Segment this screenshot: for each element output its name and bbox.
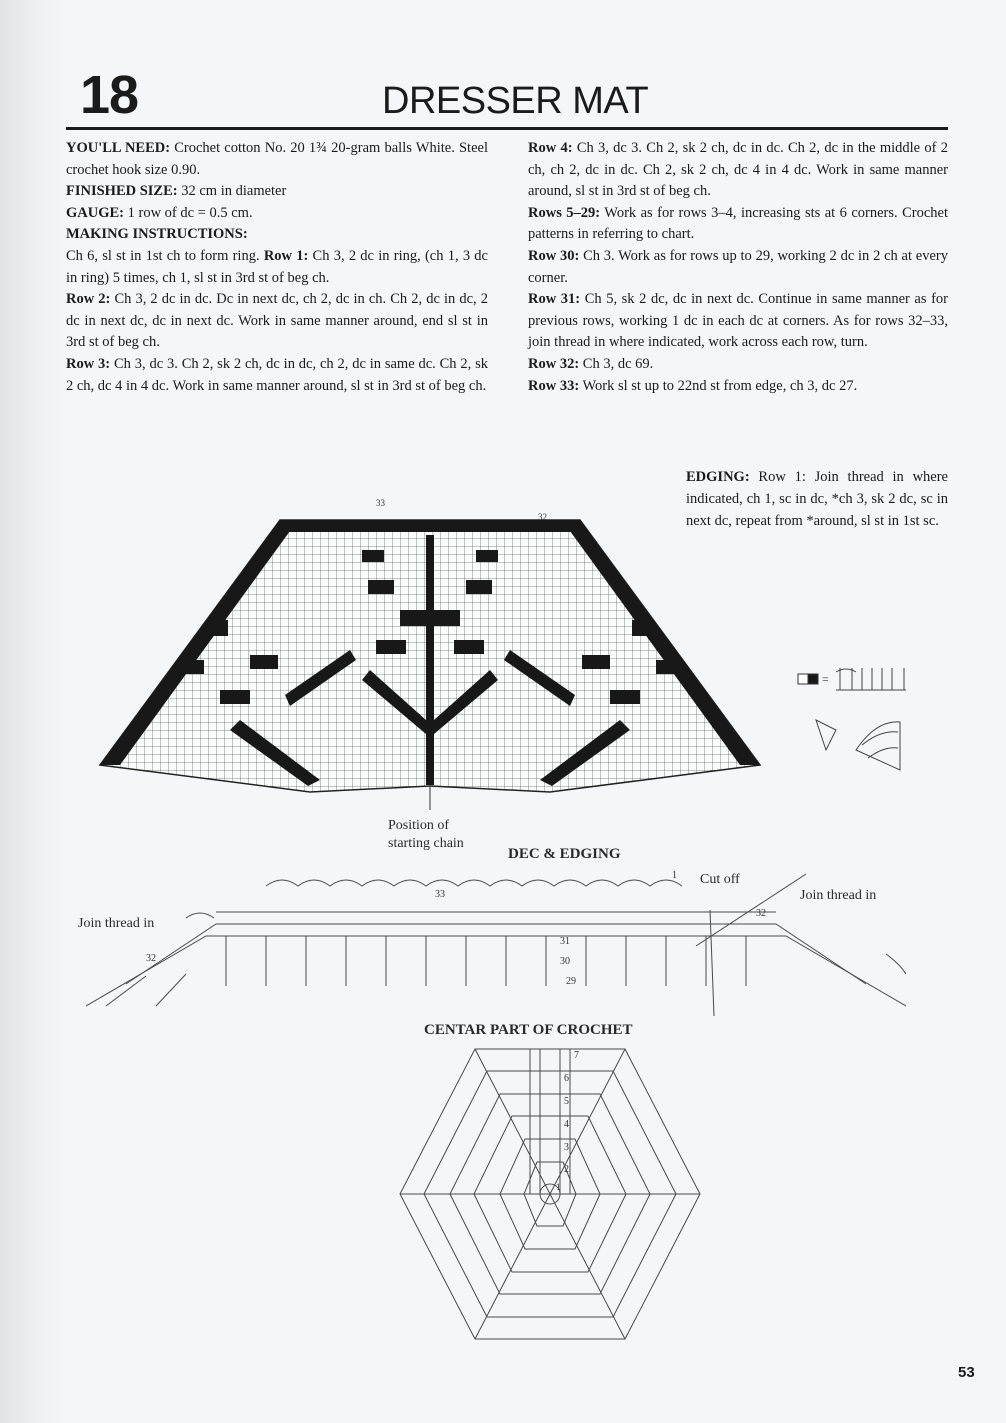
dec-row-31: 31 (560, 936, 570, 947)
edging-paragraph: EDGING: Row 1: Join thread in where indicated, ch 1, sc in dc, *ch 3, sk 2 dc, sc in next dc, repeat from *around, sl st in 1st sc. (686, 469, 948, 529)
center-part-diagram (380, 1044, 720, 1344)
center-row-6: 6 (564, 1073, 569, 1084)
dec-row-30: 30 (560, 956, 570, 967)
materials-paragraph: YOU'LL NEED: Crochet cotton No. 20 1¾ 20-gram balls White. Steel crochet hook size 0.90. (66, 140, 488, 178)
rows5-29-paragraph: Rows 5–29: Work as for rows 3–4, increasing sts at 6 corners. Crochet patterns in referring to chart. (528, 204, 948, 243)
chart-legend (796, 660, 916, 780)
dec-row-32-left: 32 (146, 953, 156, 964)
join-thread-right-label: Join thread in (800, 888, 877, 903)
row2-paragraph: Row 2: Ch 3, 2 dc in dc. Dc in next dc, ch 2, dc in ch. Ch 2, dc in dc, 2 dc in next dc, dc in next dc. Work in same manner around, end sl st in 3rd st of beg ch. (66, 291, 488, 351)
dec-row-32-right: 32 (756, 908, 766, 919)
center-part-title: CENTAR PART OF CROCHET (424, 1022, 633, 1038)
join-thread-left-label: Join thread in (78, 916, 155, 931)
dec-edging-title: DEC & EDGING (508, 846, 621, 862)
row3-paragraph: Row 3: Ch 3, dc 3. Ch 2, sk 2 ch, dc in dc, ch 2, dc in same dc. Ch 2, sk 2 ch, dc 4 in 4 dc. Work in same manner around, sl st in 3rd st of beg ch. (66, 355, 488, 394)
instructions-right-column (528, 138, 948, 397)
center-row-1: 1 (556, 1182, 561, 1192)
dec-row-29: 29 (566, 976, 576, 987)
center-row-3: 3 (564, 1142, 569, 1153)
center-row-7: 7 (574, 1050, 579, 1061)
row4-paragraph: Row 4: Ch 3, dc 3. Ch 2, sk 2 ch, dc in dc. Ch 2, dc in the middle of 2 ch, ch 2, dc in dc. Ch 2, sk 2 ch, dc 4 in 4 dc. Work in same manner around, sl st in 3rd st of beg ch. (528, 140, 948, 200)
dec-row-1: 1 (672, 870, 677, 881)
row31-paragraph: Row 31: Ch 5, sk 2 dc, dc in next dc. Continue in same manner as for previous rows, working 1 dc in each dc at corners. As for rows 32–33, join thread in where indicated, work across each row, turn. (528, 291, 948, 351)
row33-paragraph: Row 33: Work sl st up to 22nd st from edge, ch 3, dc 27. (528, 377, 858, 394)
dec-row-33: 33 (435, 889, 445, 900)
filet-chart (80, 490, 780, 810)
svg-text:=: = (822, 672, 829, 686)
position-label-line2: starting chain (388, 836, 464, 851)
center-row-5: 5 (564, 1096, 569, 1107)
finished-size-paragraph: FINISHED SIZE: 32 cm in diameter (66, 183, 287, 200)
book-spine-edge (0, 0, 64, 1423)
page-number: 53 (958, 1364, 975, 1381)
chart-row-33-label: 33 (376, 498, 385, 508)
pattern-number: 18 (80, 65, 139, 125)
instructions-left-column (66, 138, 488, 397)
position-label-line1: Position of (388, 818, 450, 833)
cut-off-label: Cut off (700, 872, 740, 887)
gauge-paragraph: GAUGE: 1 row of dc = 0.5 cm. (66, 204, 253, 221)
row30-paragraph: Row 30: Ch 3. Work as for rows up to 29, working 2 dc in 2 ch at every corner. (528, 247, 948, 286)
row32-paragraph: Row 32: Ch 3, dc 69. (528, 355, 654, 372)
chart-row-32-label: 32 (538, 512, 547, 522)
center-row-4: 4 (564, 1119, 569, 1130)
row1-paragraph: Ch 6, sl st in 1st ch to form ring. Row 1: Ch 3, 2 dc in ring, (ch 1, 3 dc in ring) 5 times, ch 1, sl st in 3rd st of beg ch. (66, 247, 488, 286)
header-rule (66, 127, 948, 130)
pattern-title: DRESSER MAT (382, 80, 649, 122)
center-row-2: 2 (564, 1164, 569, 1175)
making-instructions-heading: MAKING INSTRUCTIONS: (66, 226, 248, 243)
dec-edging-diagram (86, 866, 906, 1026)
